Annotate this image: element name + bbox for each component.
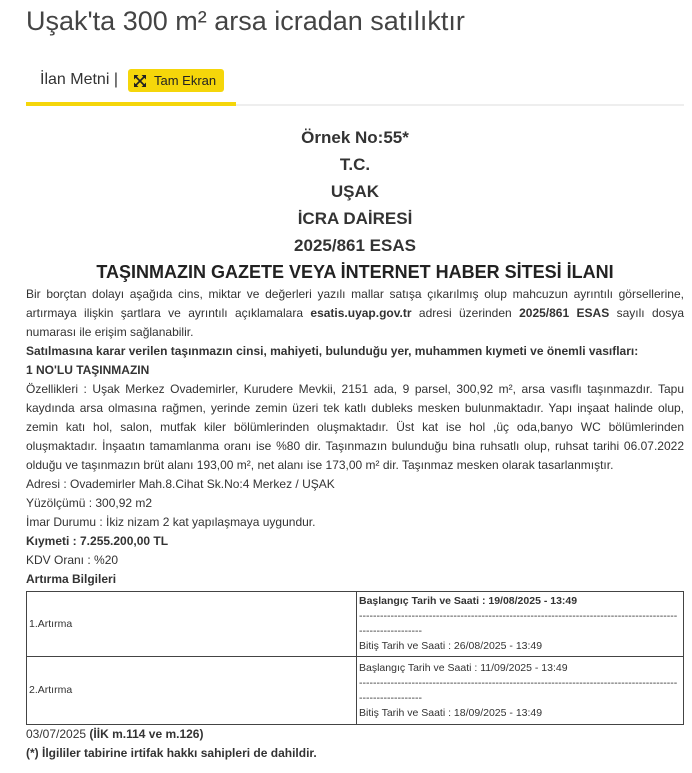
heading-esas: 2025/861 ESAS xyxy=(294,236,416,255)
tab-bar xyxy=(26,62,684,106)
auction-start: Başlangıç Tarih ve Saati : 11/09/2025 - 13:49 xyxy=(359,661,568,674)
auction-separator-cont: ------------------ xyxy=(359,625,422,637)
table-row xyxy=(27,592,684,657)
zoning-text: İmar Durumu : İkiz nizam 2 kat yapılaşmaya uygundur. xyxy=(26,515,316,529)
intro-text-c: sayılı dosya numarası ile erişim sağlanabilir. xyxy=(26,306,685,339)
law-reference: (İİK m.114 ve m.126) xyxy=(89,727,204,741)
auction-separator: ------------------------------------------------------------------------------------------- xyxy=(359,610,678,622)
area-text: Yüzölçümü : 300,92 m2 xyxy=(26,496,153,510)
heading-tc: T.C. xyxy=(339,155,371,174)
value-text: Kıymeti : 7.255.200,00 TL xyxy=(26,534,169,548)
ilan-content xyxy=(26,124,684,763)
page-title: Uşak'ta 300 m² arsa icradan satılıktır xyxy=(26,6,465,36)
site-link[interactable]: esatis.uyap.gov.tr xyxy=(310,306,412,320)
auction-title: Artırma Bilgileri xyxy=(26,572,117,586)
ilan-date: 03/07/2025 xyxy=(26,727,87,741)
table-row xyxy=(27,657,684,725)
tab-ilan-metni-label: İlan Metni | xyxy=(40,71,118,88)
auction-separator: ------------------------------------------------------------------------------------------- xyxy=(359,676,678,689)
date-line xyxy=(26,725,684,744)
auction-name-cell: 2.Artırma xyxy=(27,657,357,725)
auction-dates-cell xyxy=(357,657,684,725)
features-text: Özellikleri : Uşak Merkez Ovademirler, Kurudere Mevkii, 2151 ada, 9 parsel, 300,92 m², arsa vasıflı taşınmazdır. Tapu kaydında arsa olmasına rağmen, yerinde zemin üzeri tek katlı dubleks mesken bulunmaktadır. Yapı inşaat halinde olup, zemin katı hol, salon, mutfak kiler bölümlerinden oluşmaktadır. Üst kat ise hol ,üç oda,banyo WC bölümlerinden oluşmaktadır. İnşaatın tamamlanma oranı ise %80 dir. Taşınmazın bulunduğu bina ruhsatlı olup, ruhsat tarihi 06.07.2022 olduğu ve taşınmazın brüt alanı 193,00 m², net alanı ise 173,00 m² dir. Taşınmaz mesken olarak tasarlanmıştır. xyxy=(26,382,684,472)
expand-arrows-icon xyxy=(134,75,146,87)
fullscreen-button[interactable] xyxy=(128,69,224,92)
auction-table xyxy=(26,591,684,725)
heading-ornek: Örnek No:55* xyxy=(301,128,409,147)
auction-separator-cont: ------------------ xyxy=(359,691,422,704)
auction-start: Başlangıç Tarih ve Saati : 19/08/2025 - 13:49 xyxy=(359,595,578,607)
intro-text-a: Bir borçtan dolayı aşağıda cins, miktar ve değerleri yazılı mallar satışa çıkarılmış olup mahcuzun ayrıntılı görsellerine, artırmaya ilişkin şartlara ve ayrıntılı açıklamalara xyxy=(26,287,684,320)
heading-office: İCRA DAİRESİ xyxy=(297,209,413,228)
heading-city: UŞAK xyxy=(330,182,380,201)
intro-text-b: adresi üzerinden xyxy=(411,306,520,320)
item-title: 1 NO'LU TAŞINMAZIN xyxy=(26,363,150,377)
address-text: Adresi : Ovademirler Mah.8.Cihat Sk.No:4 Merkez / UŞAK xyxy=(26,477,335,491)
auction-name-cell: 1.Artırma xyxy=(27,592,357,657)
kdv-text: KDV Oranı : %20 xyxy=(26,553,119,567)
intro-paragraph xyxy=(26,285,684,342)
auction-dates-cell xyxy=(357,592,684,657)
tab-ilan-metni[interactable] xyxy=(26,62,236,106)
section-title: Satılmasına karar verilen taşınmazın cinsi, mahiyeti, bulunduğu yer, muhammen kıymeti ve önemli vasıfları: xyxy=(26,344,639,358)
fullscreen-label: Tam Ekran xyxy=(154,73,217,88)
auction-end: Bitiş Tarih ve Saati : 18/09/2025 - 13:49 xyxy=(359,706,543,719)
intro-esas: 2025/861 ESAS xyxy=(519,306,610,320)
footnote: (*) İlgililer tabirine irtifak hakkı sahipleri de dahildir. xyxy=(26,746,317,760)
auction-end: Bitiş Tarih ve Saati : 26/08/2025 - 13:49 xyxy=(359,640,543,652)
heading-ilan: TAŞINMAZIN GAZETE VEYA İNTERNET HABER SİTESİ İLANI xyxy=(96,262,614,282)
